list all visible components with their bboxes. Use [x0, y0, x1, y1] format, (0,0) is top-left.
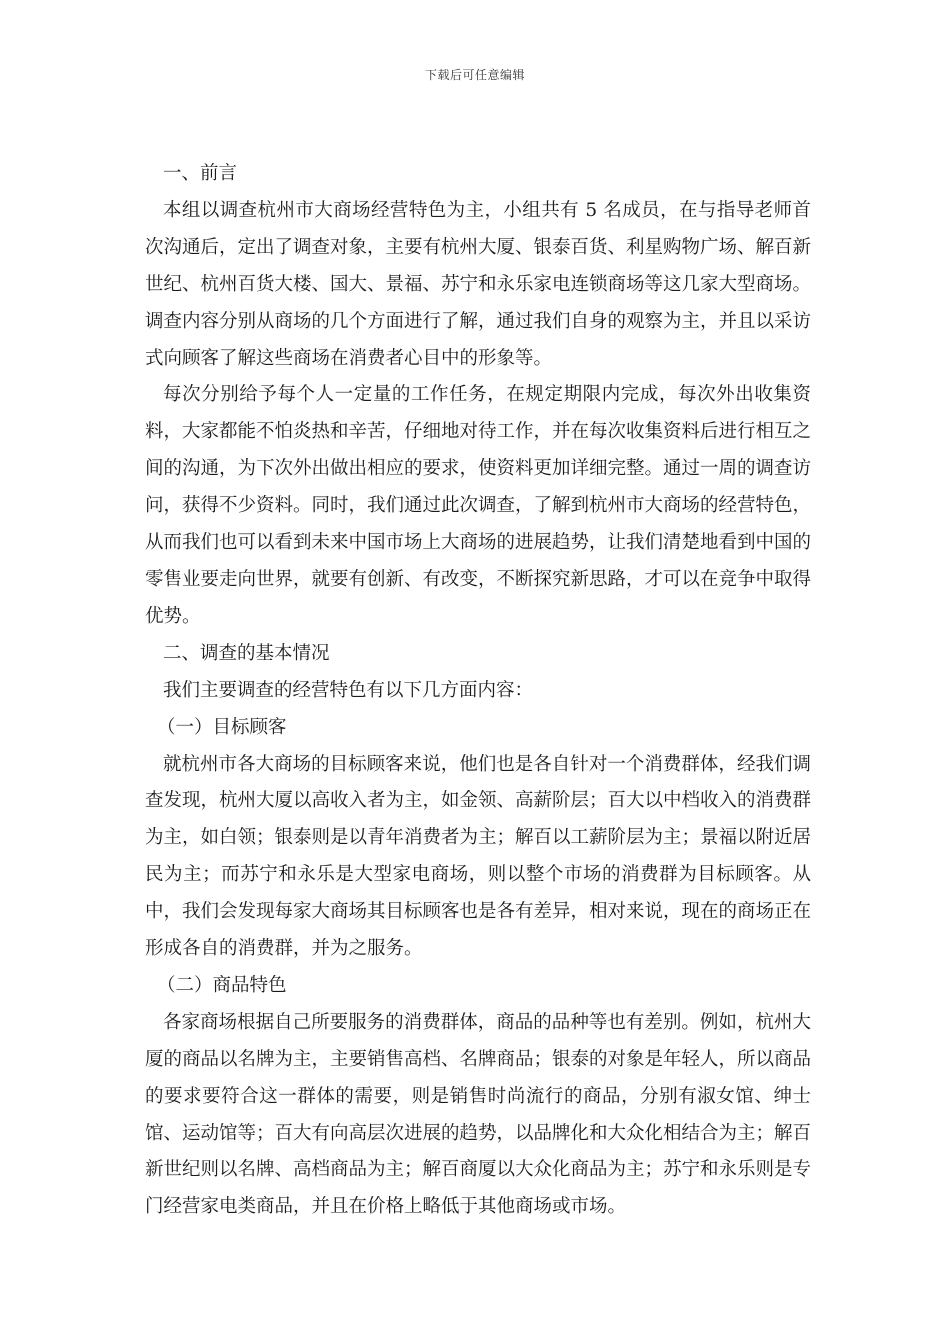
- paragraph: 每次分别给予每个人一定量的工作任务，在规定期限内完成，每次外出收集资料，大家都能不怕炎热和辛苦，仔细地对待工作，并在每次收集资料后进行相互之间的沟通，为下次外出做出相应的要求，使资料更加详细完整。通过一周的调查访问，获得不少资料。同时，我们通过此次调查，了解到杭州市大商场的经营特色，从而我们也可以看到未来中国市场上大商场的进展趋势，让我们清楚地看到中国的零售业要走向世界，就要有创新、有改变，不断探究新思路，才可以在竞争中取得优势。: [145, 384, 812, 627]
- subsection-title-product-features: （二）商品特色: [157, 974, 287, 996]
- section-title-basic-situation: 二、调查的基本情况: [163, 642, 330, 664]
- paragraph: 各家商场根据自己所要服务的消费群体，商品的品种等也有差别。例如，杭州大厦的商品以名牌为主，主要销售高档、名牌商品；银泰的对象是年轻人，所以商品的要求要符合这一群体的需要，则是销售时尚流行的商品，分别有淑女馆、绅士馆、运动馆等；百大有向高层次进展的趋势，以品牌化和大众化相结合为主；解百新世纪则以名牌、高档商品为主；解百商厦以大众化商品为主；苏宁和永乐则是专门经营家电类商品，并且在价格上略低于其他商场或市场。: [145, 1011, 812, 1218]
- paragraph: 就杭州市各大商场的目标顾客来说，他们也是各自针对一个消费群体，经我们调查发现，杭州大厦以高收入者为主，如金领、高薪阶层；百大以中档收入的消费群为主，如白领；银泰则是以青年消费者为主；解百以工薪阶层为主；景福以附近居民为主；而苏宁和永乐是大型家电商场，则以整个市场的消费群为目标顾客。从中，我们会发现每家大商场其目标顾客也是各有差异，相对来说，现在的商场正在形成各自的消费群，并为之服务。: [145, 753, 812, 960]
- paragraph: 本组以调查杭州市大商场经营特色为主，小组共有 5 名成员，在与指导老师首次沟通后，定出了调查对象，主要有杭州大厦、银泰百货、利星购物广场、解百新世纪、杭州百货大楼、国大、景福、苏宁和永乐家电连锁商场等这几家大型商场。调查内容分别从商场的几个方面进行了解，通过我们自身的观察为主，并且以采访式向顾客了解这些商场在消费者心目中的形象等。: [145, 199, 812, 369]
- document-body: [145, 156, 811, 1226]
- subsection-title-target-customers: （一）目标顾客: [157, 716, 287, 738]
- paragraph: 我们主要调查的经营特色有以下几方面内容：: [163, 679, 534, 701]
- header-note: 下载后可任意编辑: [424, 68, 525, 82]
- section-title-preface: 一、前言: [163, 163, 238, 184]
